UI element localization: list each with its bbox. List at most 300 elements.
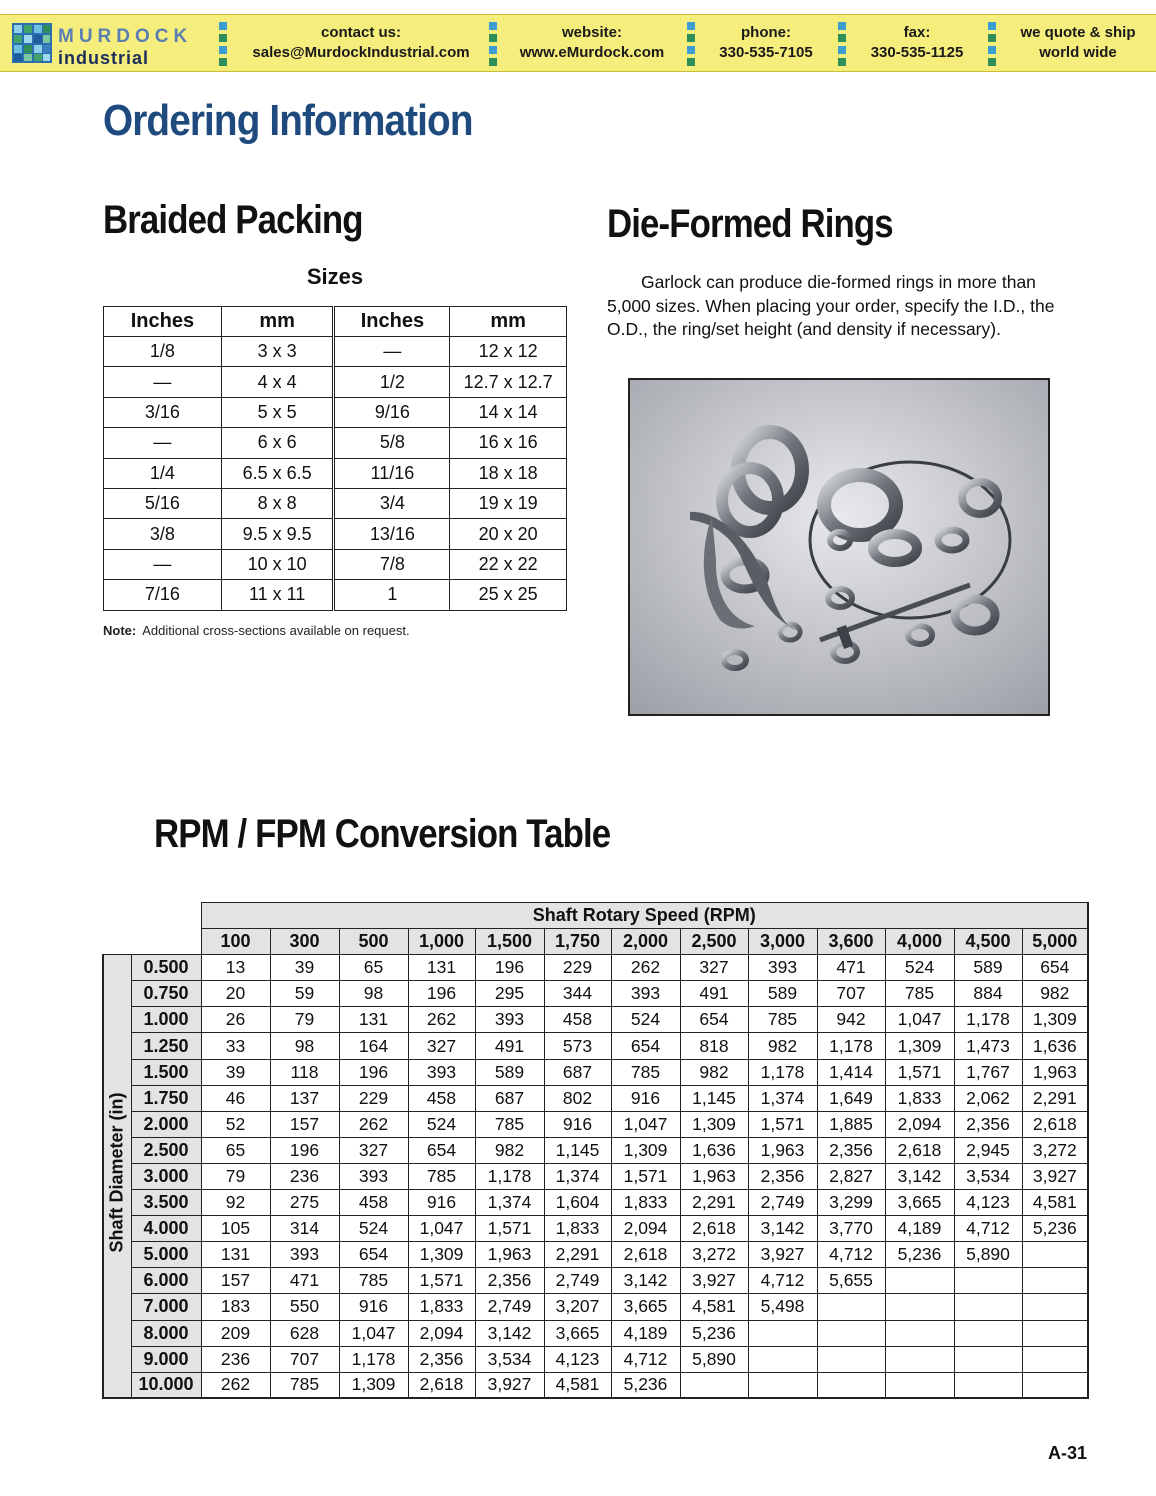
sizes-col-header: Inches	[104, 307, 222, 337]
rpm-value-cell: 3,927	[748, 1242, 817, 1268]
rpm-value-cell	[1022, 1320, 1088, 1346]
rpm-value-cell: 1,833	[408, 1294, 475, 1320]
rpm-value-cell	[1022, 1294, 1088, 1320]
rpm-value-cell: 458	[408, 1085, 475, 1111]
rpm-value-cell: 524	[408, 1111, 475, 1137]
rpm-value-cell: 262	[339, 1111, 408, 1137]
sizes-cell: 22 x 22	[450, 549, 567, 579]
sizes-col-header: mm	[450, 307, 567, 337]
rpm-value-cell: 5,236	[1022, 1216, 1088, 1242]
rpm-value-cell: 2,618	[885, 1137, 954, 1163]
rpm-value-cell: 196	[339, 1059, 408, 1085]
phone-label: phone:	[741, 24, 791, 41]
murdock-logo[interactable]	[12, 23, 212, 67]
fax-number: 330-535-1125	[870, 44, 964, 61]
rpm-value-cell: 916	[611, 1085, 680, 1111]
logo-wordmark-top: MURDOCK	[58, 26, 193, 47]
fax-block	[853, 23, 981, 63]
sizes-cell: 7/16	[104, 580, 222, 610]
rpm-value-cell: 1,178	[339, 1346, 408, 1372]
rpm-value-cell: 1,145	[544, 1137, 611, 1163]
rpm-value-cell: 785	[339, 1268, 408, 1294]
rpm-value-cell: 46	[201, 1085, 270, 1111]
rpm-value-cell: 785	[408, 1163, 475, 1189]
rpm-value-cell: 2,291	[544, 1242, 611, 1268]
rpm-value-cell: 1,178	[954, 1007, 1022, 1033]
rpm-value-cell: 1,047	[611, 1111, 680, 1137]
sizes-cell: 6 x 6	[221, 428, 334, 458]
website-block	[506, 23, 678, 63]
rpm-value-cell	[817, 1346, 885, 1372]
rpm-value-cell: 3,142	[748, 1216, 817, 1242]
rpm-conversion-table	[102, 902, 1089, 1399]
rpm-value-cell: 118	[270, 1059, 339, 1085]
rpm-row	[103, 1085, 1088, 1111]
rpm-value-cell: 524	[885, 955, 954, 981]
rpm-value-cell: 524	[339, 1216, 408, 1242]
rpm-value-cell: 1,636	[680, 1137, 748, 1163]
rpm-value-cell: 654	[408, 1137, 475, 1163]
rpm-row	[103, 1372, 1088, 1398]
rpm-value-cell: 183	[201, 1294, 270, 1320]
rpm-value-cell: 79	[270, 1007, 339, 1033]
rpm-value-cell: 4,123	[954, 1190, 1022, 1216]
rpm-diameter-cell: 2.500	[131, 1137, 201, 1163]
rpm-diameter-cell: 2.000	[131, 1111, 201, 1137]
rpm-speed-header: Shaft Rotary Speed (RPM)	[201, 903, 1088, 929]
rpm-value-cell: 5,890	[680, 1346, 748, 1372]
rpm-value-cell: 1,473	[954, 1033, 1022, 1059]
sizes-cell: 12.7 x 12.7	[450, 367, 567, 397]
contact-label: contact us:	[320, 24, 401, 41]
rpm-value-cell: 3,665	[885, 1190, 954, 1216]
rpm-value-cell: 785	[885, 981, 954, 1007]
rpm-row	[103, 1111, 1088, 1137]
rpm-value-cell: 2,356	[408, 1346, 475, 1372]
rpm-value-cell: 1,178	[817, 1033, 885, 1059]
shipping-line-1: we quote & ship	[1020, 24, 1136, 41]
rpm-value-cell: 236	[201, 1346, 270, 1372]
rpm-value-cell: 785	[475, 1111, 544, 1137]
sizes-cell: 1/8	[104, 337, 222, 367]
rpm-value-cell: 471	[817, 955, 885, 981]
sizes-header-row	[104, 307, 567, 337]
rpm-speed-col-header: 100	[201, 929, 270, 955]
rpm-value-cell: 157	[201, 1268, 270, 1294]
rpm-value-cell	[1022, 1242, 1088, 1268]
rpm-speed-col-header: 5,000	[1022, 929, 1088, 955]
sizes-note	[103, 623, 410, 638]
rpm-value-cell: 5,655	[817, 1268, 885, 1294]
rpm-value-cell: 105	[201, 1216, 270, 1242]
divider-mosaic-icon	[985, 20, 999, 68]
rpm-diameter-cell: 1.000	[131, 1007, 201, 1033]
rpm-value-cell: 3,272	[680, 1242, 748, 1268]
die-formed-description: Garlock can produce die-formed rings in more than 5,000 sizes. When placing your order, specify the I.D., the O.D., the ring/set height (and density if necessary).	[607, 272, 1055, 339]
rpm-value-cell: 196	[270, 1137, 339, 1163]
rpm-value-cell: 2,356	[748, 1163, 817, 1189]
rpm-row	[103, 1242, 1088, 1268]
rpm-value-cell: 2,618	[611, 1242, 680, 1268]
rpm-value-cell: 26	[201, 1007, 270, 1033]
rpm-value-cell: 916	[339, 1294, 408, 1320]
rpm-value-cell: 1,571	[748, 1111, 817, 1137]
rpm-value-cell: 1,178	[475, 1163, 544, 1189]
rpm-value-cell: 916	[544, 1111, 611, 1137]
rpm-value-cell: 393	[408, 1059, 475, 1085]
sizes-cell: —	[104, 367, 222, 397]
rpm-value-cell: 1,963	[680, 1163, 748, 1189]
shipping-line-2: world wide	[1039, 44, 1117, 61]
sizes-cell: 11/16	[334, 458, 450, 488]
rpm-row	[103, 1346, 1088, 1372]
logo-mosaic-icon	[12, 23, 52, 63]
rpm-value-cell: 5,236	[680, 1320, 748, 1346]
divider-mosaic-icon	[835, 20, 849, 68]
rpm-value-cell: 550	[270, 1294, 339, 1320]
rpm-value-cell: 785	[270, 1372, 339, 1398]
sizes-cell: 20 x 20	[450, 519, 567, 549]
rpm-value-cell	[817, 1294, 885, 1320]
die-formed-rings-title: Die-Formed Rings	[607, 202, 893, 246]
rpm-value-cell: 2,618	[1022, 1111, 1088, 1137]
rpm-value-cell: 2,094	[408, 1320, 475, 1346]
rings-photo-illustration	[630, 380, 1050, 716]
rpm-value-cell: 1,604	[544, 1190, 611, 1216]
rpm-value-cell: 52	[201, 1111, 270, 1137]
rpm-speed-col-header: 500	[339, 929, 408, 955]
rpm-value-cell: 3,927	[680, 1268, 748, 1294]
rpm-row	[103, 1268, 1088, 1294]
rpm-speed-col-header: 3,600	[817, 929, 885, 955]
rpm-value-cell: 1,145	[680, 1085, 748, 1111]
sizes-row	[104, 458, 567, 488]
rpm-value-cell: 262	[611, 955, 680, 981]
rpm-value-cell: 982	[748, 1033, 817, 1059]
rpm-value-cell: 2,094	[885, 1111, 954, 1137]
sizes-cell: 11 x 11	[221, 580, 334, 610]
rpm-value-cell	[748, 1372, 817, 1398]
contact-email-link[interactable]: sales@MurdockIndustrial.com	[252, 44, 470, 61]
rpm-value-cell: 1,963	[475, 1242, 544, 1268]
rpm-value-cell: 785	[748, 1007, 817, 1033]
rpm-value-cell: 654	[680, 1007, 748, 1033]
rpm-speed-col-header: 1,500	[475, 929, 544, 955]
rpm-value-cell: 982	[680, 1059, 748, 1085]
sizes-cell: 9.5 x 9.5	[221, 519, 334, 549]
die-formed-rings-photo	[628, 378, 1050, 716]
sizes-row	[104, 367, 567, 397]
rpm-value-cell	[885, 1320, 954, 1346]
sizes-cell: —	[104, 549, 222, 579]
rpm-value-cell: 33	[201, 1033, 270, 1059]
rpm-value-cell: 92	[201, 1190, 270, 1216]
rpm-value-cell	[954, 1294, 1022, 1320]
sizes-cell: 3/8	[104, 519, 222, 549]
rpm-value-cell: 589	[954, 955, 1022, 981]
rpm-value-cell: 3,207	[544, 1294, 611, 1320]
rpm-value-cell	[1022, 1346, 1088, 1372]
rpm-value-cell: 4,581	[680, 1294, 748, 1320]
rpm-diameter-cell: 3.500	[131, 1190, 201, 1216]
rpm-value-cell: 3,927	[475, 1372, 544, 1398]
rpm-value-cell: 628	[270, 1320, 339, 1346]
rpm-value-cell: 1,309	[611, 1137, 680, 1163]
rpm-value-cell: 39	[270, 955, 339, 981]
rpm-value-cell: 236	[270, 1163, 339, 1189]
rpm-diameter-cell: 0.500	[131, 955, 201, 981]
rpm-diameter-cell: 3.000	[131, 1163, 201, 1189]
sizes-cell: 1	[334, 580, 450, 610]
rpm-value-cell: 458	[339, 1190, 408, 1216]
rpm-value-cell: 209	[201, 1320, 270, 1346]
rpm-value-cell: 707	[270, 1346, 339, 1372]
rpm-speed-col-header: 4,000	[885, 929, 954, 955]
rpm-diameter-cell: 7.000	[131, 1294, 201, 1320]
rpm-value-cell: 1,963	[1022, 1059, 1088, 1085]
rpm-value-cell: 1,963	[748, 1137, 817, 1163]
rpm-value-cell	[680, 1372, 748, 1398]
sizes-row	[104, 397, 567, 427]
note-text: Additional cross-sections available on request.	[142, 623, 410, 638]
rpm-value-cell: 1,374	[475, 1190, 544, 1216]
rpm-value-cell: 137	[270, 1085, 339, 1111]
rpm-value-cell: 65	[201, 1137, 270, 1163]
rpm-value-cell: 4,712	[954, 1216, 1022, 1242]
rpm-value-cell: 1,571	[475, 1216, 544, 1242]
sizes-cell: 4 x 4	[221, 367, 334, 397]
rpm-value-cell: 1,374	[748, 1085, 817, 1111]
sizes-cell: 1/4	[104, 458, 222, 488]
rpm-row	[103, 1137, 1088, 1163]
rpm-value-cell: 262	[408, 1007, 475, 1033]
rpm-value-cell: 393	[270, 1242, 339, 1268]
rpm-value-cell: 802	[544, 1085, 611, 1111]
rpm-value-cell: 654	[339, 1242, 408, 1268]
rpm-value-cell: 5,236	[611, 1372, 680, 1398]
sizes-cell: 1/2	[334, 367, 450, 397]
sizes-table	[103, 306, 567, 611]
rpm-value-cell: 20	[201, 981, 270, 1007]
rpm-value-cell: 524	[611, 1007, 680, 1033]
rpm-value-cell: 687	[544, 1059, 611, 1085]
shaft-diameter-label-text: Shaft Diameter (in)	[106, 1091, 127, 1253]
rpm-speed-col-header: 2,500	[680, 929, 748, 955]
rpm-value-cell: 3,142	[475, 1320, 544, 1346]
phone-block	[702, 23, 830, 63]
rpm-value-cell: 3,299	[817, 1190, 885, 1216]
rpm-value-cell: 196	[408, 981, 475, 1007]
shaft-diameter-label	[104, 1022, 130, 1322]
rpm-value-cell: 98	[339, 981, 408, 1007]
rpm-value-cell: 982	[475, 1137, 544, 1163]
shipping-block	[1004, 23, 1152, 63]
rpm-row	[103, 1007, 1088, 1033]
contact-block	[236, 23, 486, 63]
fax-label: fax:	[903, 24, 931, 41]
rpm-row	[103, 1294, 1088, 1320]
divider-mosaic-icon	[486, 20, 500, 68]
sizes-row	[104, 488, 567, 518]
website-link[interactable]: www.eMurdock.com	[519, 44, 665, 61]
rpm-corner	[103, 903, 201, 929]
website-label: website:	[561, 24, 622, 41]
sizes-col-header: Inches	[334, 307, 450, 337]
page-title: Ordering Information	[103, 96, 473, 145]
rpm-corner	[103, 929, 201, 955]
rpm-diameter-cell: 10.000	[131, 1372, 201, 1398]
rpm-value-cell	[885, 1372, 954, 1398]
rpm-value-cell: 687	[475, 1085, 544, 1111]
rpm-value-cell: 2,291	[680, 1190, 748, 1216]
rpm-speed-col-header: 1,000	[408, 929, 475, 955]
rpm-value-cell: 1,571	[611, 1163, 680, 1189]
header-bar	[0, 14, 1156, 72]
rpm-value-cell: 2,618	[680, 1216, 748, 1242]
rpm-value-cell: 1,178	[748, 1059, 817, 1085]
rpm-value-cell: 79	[201, 1163, 270, 1189]
rpm-value-cell: 589	[748, 981, 817, 1007]
rpm-value-cell: 3,665	[611, 1294, 680, 1320]
rpm-diameter-cell: 1.250	[131, 1033, 201, 1059]
rpm-diameter-cell: 8.000	[131, 1320, 201, 1346]
rpm-value-cell: 4,581	[544, 1372, 611, 1398]
rpm-value-cell: 131	[339, 1007, 408, 1033]
rpm-value-cell: 458	[544, 1007, 611, 1033]
sizes-row	[104, 519, 567, 549]
rpm-value-cell: 654	[611, 1033, 680, 1059]
rpm-table-title: RPM / FPM Conversion Table	[154, 812, 611, 856]
rpm-value-cell: 4,189	[885, 1216, 954, 1242]
rpm-value-cell: 3,272	[1022, 1137, 1088, 1163]
rpm-diameter-cell: 9.000	[131, 1346, 201, 1372]
rpm-value-cell: 2,356	[817, 1137, 885, 1163]
rpm-row	[103, 1320, 1088, 1346]
rpm-value-cell	[817, 1320, 885, 1346]
rpm-value-cell: 3,142	[611, 1268, 680, 1294]
logo-wordmark-bottom: industrial	[58, 48, 150, 68]
rpm-value-cell: 4,581	[1022, 1190, 1088, 1216]
rpm-speed-col-header: 3,000	[748, 929, 817, 955]
rpm-value-cell: 5,498	[748, 1294, 817, 1320]
phone-number[interactable]: 330-535-7105	[719, 44, 813, 61]
sizes-cell: 16 x 16	[450, 428, 567, 458]
divider-mosaic-icon	[216, 20, 230, 68]
rpm-value-cell: 2,827	[817, 1163, 885, 1189]
rpm-value-cell: 196	[475, 955, 544, 981]
rpm-diameter-cell: 1.750	[131, 1085, 201, 1111]
rpm-speed-col-header: 1,750	[544, 929, 611, 955]
rpm-value-cell: 393	[339, 1163, 408, 1189]
rpm-diameter-cell: 6.000	[131, 1268, 201, 1294]
rpm-value-cell: 1,885	[817, 1111, 885, 1137]
rpm-row	[103, 1163, 1088, 1189]
rpm-value-cell: 4,123	[544, 1346, 611, 1372]
rpm-value-cell	[954, 1320, 1022, 1346]
rpm-value-cell: 65	[339, 955, 408, 981]
rpm-value-cell	[1022, 1372, 1088, 1398]
rpm-value-cell: 4,712	[748, 1268, 817, 1294]
rpm-value-cell: 131	[408, 955, 475, 981]
rpm-diameter-cell: 0.750	[131, 981, 201, 1007]
rpm-value-cell: 2,062	[954, 1085, 1022, 1111]
rpm-value-cell: 3,534	[954, 1163, 1022, 1189]
sizes-cell: 25 x 25	[450, 580, 567, 610]
rpm-row	[103, 955, 1088, 981]
rpm-value-cell: 2,618	[408, 1372, 475, 1398]
rpm-value-cell: 707	[817, 981, 885, 1007]
rpm-value-cell: 1,309	[885, 1033, 954, 1059]
rpm-value-cell: 5,890	[954, 1242, 1022, 1268]
rpm-value-cell	[885, 1346, 954, 1372]
sizes-cell: 5/8	[334, 428, 450, 458]
sizes-cell: 3/4	[334, 488, 450, 518]
rpm-value-cell: 2,749	[544, 1268, 611, 1294]
sizes-cell: 9/16	[334, 397, 450, 427]
sizes-row	[104, 580, 567, 610]
rpm-value-cell: 2,945	[954, 1137, 1022, 1163]
rpm-value-cell	[954, 1268, 1022, 1294]
rpm-value-cell	[748, 1346, 817, 1372]
sizes-cell: 10 x 10	[221, 549, 334, 579]
rpm-value-cell	[954, 1372, 1022, 1398]
rpm-row	[103, 981, 1088, 1007]
rpm-value-cell: 314	[270, 1216, 339, 1242]
rpm-value-cell: 393	[611, 981, 680, 1007]
sizes-cell: 3 x 3	[221, 337, 334, 367]
rpm-value-cell: 1,414	[817, 1059, 885, 1085]
rpm-value-cell: 4,712	[817, 1242, 885, 1268]
rpm-value-cell: 2,749	[475, 1294, 544, 1320]
sizes-cell: 14 x 14	[450, 397, 567, 427]
rpm-value-cell: 13	[201, 955, 270, 981]
rpm-value-cell: 295	[475, 981, 544, 1007]
rpm-value-cell: 327	[339, 1137, 408, 1163]
rpm-value-cell: 3,665	[544, 1320, 611, 1346]
rpm-value-cell: 327	[408, 1033, 475, 1059]
rpm-value-cell: 327	[680, 955, 748, 981]
rpm-value-cell: 2,291	[1022, 1085, 1088, 1111]
rpm-value-cell: 1,047	[339, 1320, 408, 1346]
rpm-value-cell: 393	[748, 955, 817, 981]
rpm-row	[103, 1059, 1088, 1085]
rpm-value-cell: 344	[544, 981, 611, 1007]
rpm-diameter-cell: 5.000	[131, 1242, 201, 1268]
rpm-value-cell: 1,636	[1022, 1033, 1088, 1059]
sizes-row	[104, 549, 567, 579]
rpm-value-cell: 3,927	[1022, 1163, 1088, 1189]
rpm-value-cell: 3,770	[817, 1216, 885, 1242]
sizes-cell: 7/8	[334, 549, 450, 579]
rpm-value-cell: 393	[475, 1007, 544, 1033]
rpm-value-cell: 1,309	[408, 1242, 475, 1268]
rpm-row	[103, 1216, 1088, 1242]
rpm-value-cell: 1,047	[408, 1216, 475, 1242]
rpm-diameter-cell: 4.000	[131, 1216, 201, 1242]
rpm-value-cell: 982	[1022, 981, 1088, 1007]
rpm-value-cell: 157	[270, 1111, 339, 1137]
sizes-cell: 6.5 x 6.5	[221, 458, 334, 488]
rpm-value-cell	[748, 1320, 817, 1346]
sizes-cell: 12 x 12	[450, 337, 567, 367]
rpm-value-cell: 1,833	[885, 1085, 954, 1111]
page-number: A-31	[1048, 1443, 1088, 1463]
sizes-row	[104, 337, 567, 367]
rpm-value-cell: 131	[201, 1242, 270, 1268]
rpm-value-cell: 884	[954, 981, 1022, 1007]
rpm-value-cell: 573	[544, 1033, 611, 1059]
rpm-value-cell: 5,236	[885, 1242, 954, 1268]
